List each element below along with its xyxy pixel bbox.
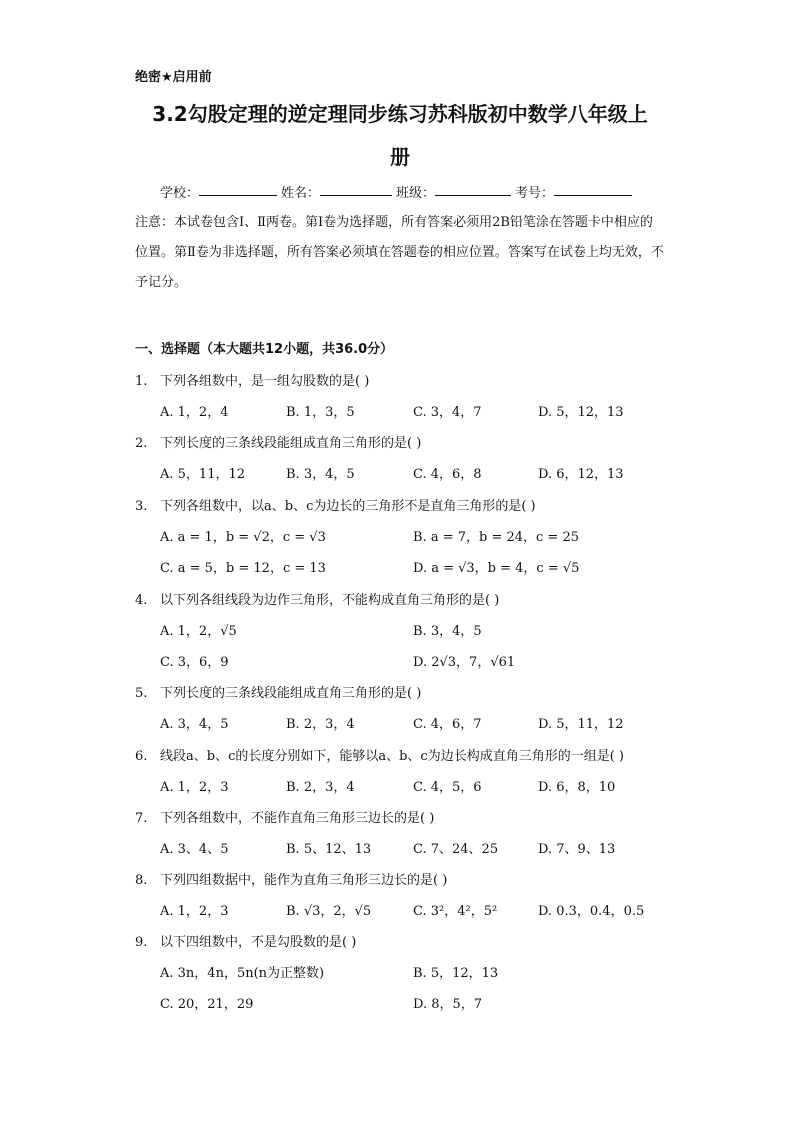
option-d[interactable]: D. 5，11，12 bbox=[538, 717, 624, 732]
question-3-options-row1 bbox=[160, 526, 680, 544]
option-c[interactable]: C. 3²，4²，5² bbox=[413, 904, 498, 919]
question-text: 以下四组数中，不是勾股数的是( ) bbox=[160, 935, 357, 950]
question-4 bbox=[135, 589, 499, 608]
question-number: 7. bbox=[135, 811, 148, 826]
school-label: 学校： bbox=[160, 186, 200, 201]
option-b[interactable]: B. √3，2，√5 bbox=[286, 904, 372, 919]
option-d[interactable]: D. 0.3，0.4，0.5 bbox=[538, 904, 645, 919]
option-d[interactable]: D. 5，12，13 bbox=[538, 405, 624, 420]
option-c[interactable]: C. 4，6，7 bbox=[413, 717, 482, 732]
question-1-options bbox=[160, 401, 680, 419]
option-b[interactable]: B. 5、12、13 bbox=[286, 842, 372, 857]
option-c[interactable]: C. a = 5，b = 12，c = 13 bbox=[160, 561, 326, 576]
question-5 bbox=[135, 682, 421, 701]
option-b[interactable]: B. 1，3，5 bbox=[286, 405, 355, 420]
option-b[interactable]: B. 2，3，4 bbox=[286, 717, 355, 732]
option-a[interactable]: A. 1，2，3 bbox=[160, 780, 229, 795]
option-a[interactable]: A. 1，2，4 bbox=[160, 405, 229, 420]
question-number: 1. bbox=[135, 374, 148, 389]
student-info-row bbox=[160, 182, 636, 201]
question-1 bbox=[135, 370, 369, 389]
question-number: 9. bbox=[135, 935, 148, 950]
question-7 bbox=[135, 807, 434, 826]
option-d[interactable]: D. a = √3，b = 4，c = √5 bbox=[413, 561, 580, 576]
question-6-options bbox=[160, 776, 680, 794]
question-9-options-row1 bbox=[160, 962, 680, 980]
exam-number-label: 考号： bbox=[515, 186, 555, 201]
question-text: 下列长度的三条线段能组成直角三角形的是( ) bbox=[160, 436, 422, 451]
option-b[interactable]: B. a = 7，b = 24，c = 25 bbox=[413, 530, 579, 545]
question-number: 6. bbox=[135, 749, 148, 764]
option-d[interactable]: D. 6，8，10 bbox=[538, 780, 616, 795]
question-text: 线段a、b、c的长度分别如下，能够以a、b、c为边长构成直角三角形的一组是( ) bbox=[160, 749, 624, 764]
question-text: 以下列各组线段为边作三角形，不能构成直角三角形的是( ) bbox=[160, 593, 500, 608]
section-heading: 一、选择题（本大题共12小题，共36.0分） bbox=[135, 342, 394, 357]
option-a[interactable]: A. a = 1，b = √2，c = √3 bbox=[160, 530, 326, 545]
question-4-options-row2 bbox=[160, 651, 680, 669]
option-b[interactable]: B. 2，3，4 bbox=[286, 780, 355, 795]
class-blank[interactable] bbox=[435, 182, 511, 196]
question-text: 下列四组数据中，能作为直角三角形三边长的是( ) bbox=[160, 873, 448, 888]
option-c[interactable]: C. 7、24、25 bbox=[413, 842, 499, 857]
question-2 bbox=[135, 432, 421, 451]
option-b[interactable]: B. 3，4，5 bbox=[413, 624, 482, 639]
option-d[interactable]: D. 7、9、13 bbox=[538, 842, 616, 857]
option-a[interactable]: A. 5，11，12 bbox=[160, 467, 246, 482]
question-8-options bbox=[160, 900, 680, 918]
question-number: 2. bbox=[135, 436, 148, 451]
class-label: 班级： bbox=[396, 186, 436, 201]
notice-text: 注意：本试卷包含Ⅰ、Ⅱ两卷。第Ⅰ卷为选择题，所有答案必须用2B铅笔涂在答题卡中相应的位置。第Ⅱ卷为非选择题，所有答案必须填在答题卷的相应位置。答案写在试卷上均无效，不予记分。 bbox=[135, 215, 664, 290]
question-5-options bbox=[160, 713, 680, 731]
option-a[interactable]: A. 3，4，5 bbox=[160, 717, 229, 732]
option-a[interactable]: A. 1，2，3 bbox=[160, 904, 229, 919]
question-text: 下列各组数中，是一组勾股数的是( ) bbox=[160, 374, 370, 389]
school-blank[interactable] bbox=[199, 182, 277, 196]
page-title-continued: 册 bbox=[390, 145, 410, 169]
option-c[interactable]: C. 4，6，8 bbox=[413, 467, 482, 482]
option-b[interactable]: B. 3，4，5 bbox=[286, 467, 355, 482]
option-d[interactable]: D. 2√3，7，√61 bbox=[413, 655, 516, 670]
name-label: 姓名： bbox=[281, 186, 321, 201]
question-6 bbox=[135, 745, 624, 764]
question-number: 4. bbox=[135, 593, 148, 608]
name-blank[interactable] bbox=[320, 182, 392, 196]
exam-number-blank[interactable] bbox=[554, 182, 632, 196]
option-d[interactable]: D. 6，12，13 bbox=[538, 467, 624, 482]
question-number: 8. bbox=[135, 873, 148, 888]
page-title: 3.2勾股定理的逆定理同步练习苏科版初中数学八年级上 bbox=[152, 102, 648, 126]
option-c[interactable]: C. 3，4，7 bbox=[413, 405, 482, 420]
option-a[interactable]: A. 1，2，√5 bbox=[160, 624, 237, 639]
question-text: 下列长度的三条线段能组成直角三角形的是( ) bbox=[160, 686, 422, 701]
option-c[interactable]: C. 4，5，6 bbox=[413, 780, 482, 795]
question-text: 下列各组数中，以a、b、c为边长的三角形不是直角三角形的是( ) bbox=[160, 499, 536, 514]
question-2-options bbox=[160, 463, 680, 481]
option-a[interactable]: A. 3n，4n，5n(n为正整数) bbox=[160, 966, 325, 981]
question-text: 下列各组数中，不能作直角三角形三边长的是( ) bbox=[160, 811, 435, 826]
option-c[interactable]: C. 20，21，29 bbox=[160, 997, 254, 1012]
question-8 bbox=[135, 869, 447, 888]
question-3 bbox=[135, 495, 536, 514]
secret-label: 绝密★启用前 bbox=[135, 70, 212, 85]
question-number: 3. bbox=[135, 499, 148, 514]
option-d[interactable]: D. 8，5，7 bbox=[413, 997, 483, 1012]
option-b[interactable]: B. 5，12，13 bbox=[413, 966, 499, 981]
question-number: 5. bbox=[135, 686, 148, 701]
question-7-options bbox=[160, 838, 680, 856]
option-a[interactable]: A. 3、4、5 bbox=[160, 842, 229, 857]
question-9-options-row2 bbox=[160, 993, 680, 1011]
option-c[interactable]: C. 3，6，9 bbox=[160, 655, 229, 670]
question-3-options-row2 bbox=[160, 557, 680, 575]
question-4-options-row1 bbox=[160, 620, 680, 638]
question-9 bbox=[135, 931, 356, 950]
